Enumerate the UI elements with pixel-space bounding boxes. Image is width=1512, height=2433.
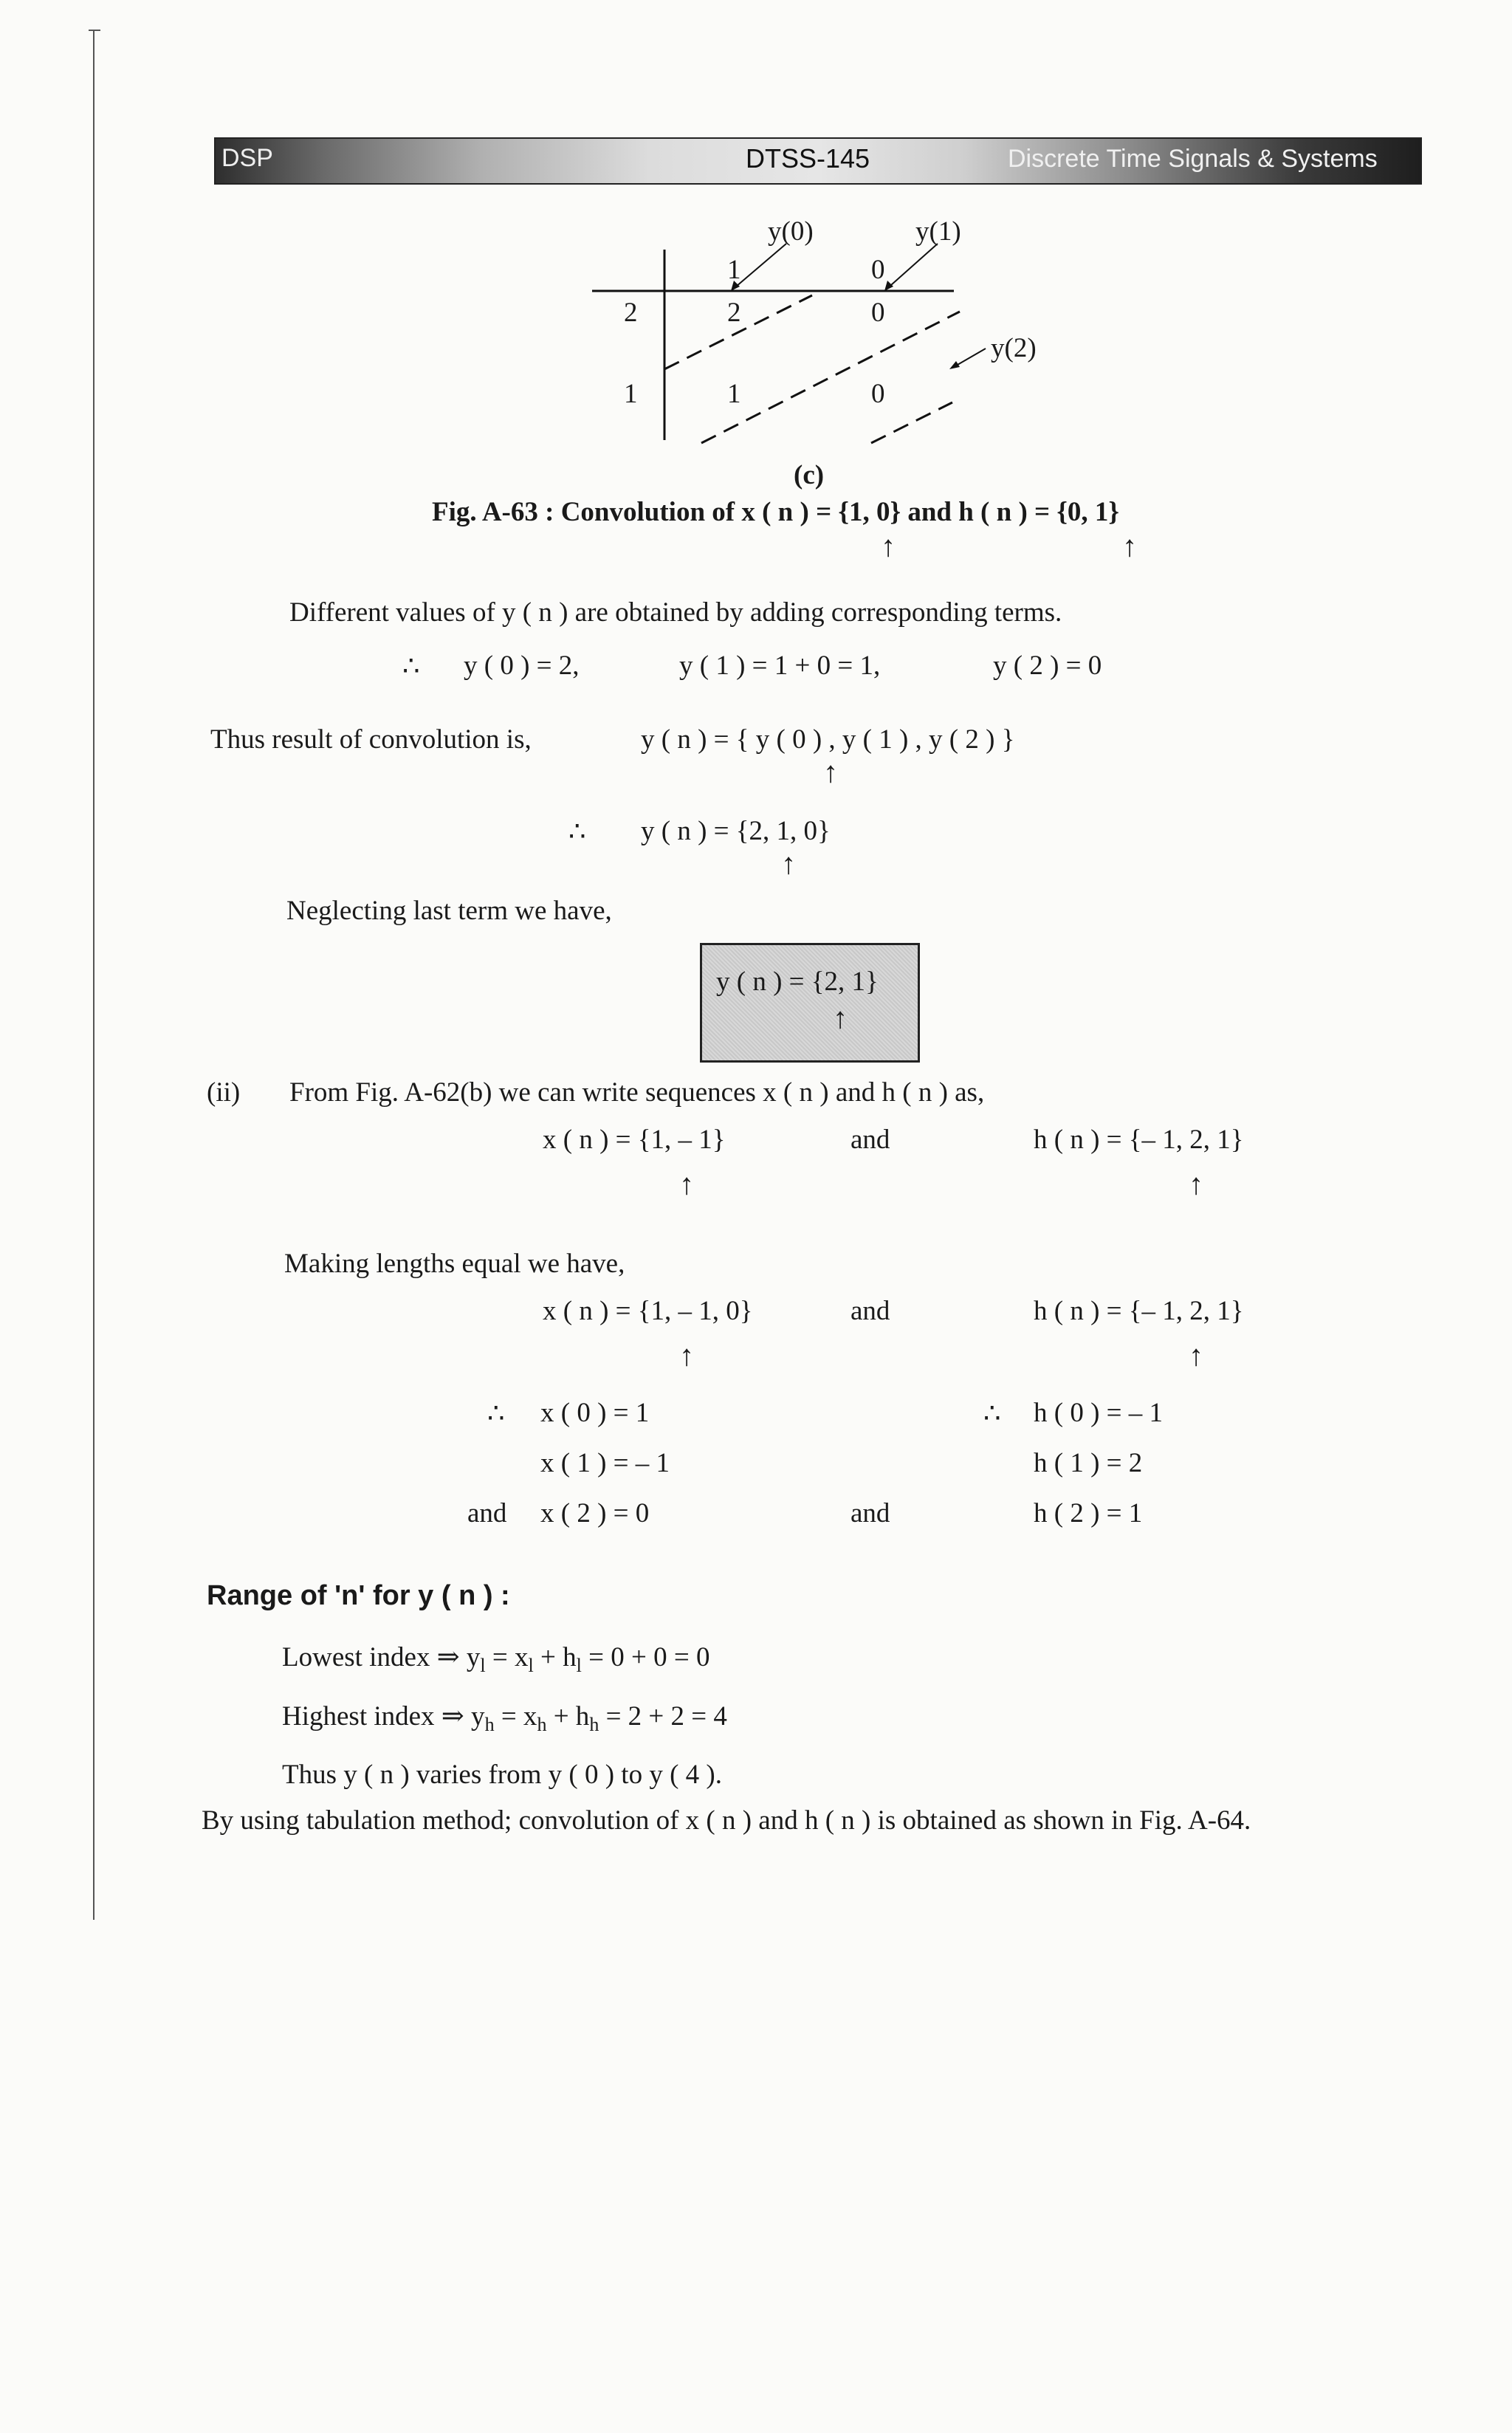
highest-index-result: = 2 + 2 = 4 (599, 1701, 727, 1732)
paragraph-lengths-equal: Making lengths equal we have, (284, 1249, 625, 1279)
arrow-hn-initial: ↑ (1189, 1167, 1203, 1201)
lowest-index-h-sub: l (576, 1655, 582, 1676)
scan-margin-tick (89, 30, 100, 31)
figure-sublabel: (c) (794, 460, 825, 490)
lowest-index-text: Lowest index ⇒ y (282, 1642, 481, 1672)
highest-index-x-sub: h (537, 1714, 547, 1735)
label-y0: y(0) (768, 216, 814, 247)
highest-index-h-sub: h (589, 1714, 599, 1735)
therefore-symbol-2: ∴ (568, 817, 586, 847)
arrow-result-values: ↑ (781, 847, 796, 880)
header-page-number: DTSS-145 (746, 143, 870, 174)
row-header-0: 2 (624, 298, 638, 328)
xn-padded: x ( n ) = {1, – 1, 0} (543, 1296, 753, 1326)
and-1: and (850, 1125, 890, 1155)
highest-index-h: + h (546, 1701, 590, 1732)
result-label: Thus result of convolution is, (210, 724, 532, 755)
part-ii-label: (ii) (207, 1077, 241, 1108)
cell-r2-c1: 0 (871, 379, 885, 409)
paragraph-neglecting: Neglecting last term we have, (286, 896, 612, 926)
arrow-xn-padded: ↑ (679, 1339, 694, 1372)
arrow-hn-padded: ↑ (1189, 1339, 1203, 1372)
arrow-xn-initial: ↑ (679, 1167, 694, 1201)
highest-index-line (282, 1700, 727, 1736)
lowest-index-result: = 0 + 0 = 0 (581, 1642, 710, 1672)
scan-margin-line (93, 30, 94, 1920)
lowest-index-x-sub: l (528, 1655, 534, 1676)
equation-y1: y ( 1 ) = 1 + 0 = 1, (679, 651, 881, 681)
label-y2: y(2) (991, 333, 1037, 363)
arrow-boxed: ↑ (833, 1001, 848, 1034)
result-equation: y ( n ) = { y ( 0 ) , y ( 1 ) , y ( 2 ) } (641, 724, 1015, 755)
hn-padded: h ( n ) = {– 1, 2, 1} (1034, 1296, 1244, 1326)
header-book-code: DSP (221, 144, 273, 172)
paragraph-varies: Thus y ( n ) varies from y ( 0 ) to y ( 4 ). (282, 1760, 722, 1790)
col-header-1: 0 (871, 255, 885, 285)
result-values: y ( n ) = {2, 1, 0} (641, 816, 831, 846)
highest-index-sub: h (484, 1714, 495, 1735)
label-y1: y(1) (915, 216, 961, 247)
therefore-x: ∴ (487, 1399, 505, 1429)
and-2: and (850, 1296, 890, 1326)
h2-value: h ( 2 ) = 1 (1034, 1498, 1143, 1528)
paragraph-adding-terms: Different values of y ( n ) are obtained by adding corresponding terms. (289, 597, 1062, 628)
lowest-index-x: = x (485, 1642, 529, 1672)
xn-initial: x ( n ) = {1, – 1} (543, 1125, 726, 1155)
section-heading-range: Range of 'n' for y ( n ) : (207, 1580, 510, 1611)
x0-value: x ( 0 ) = 1 (540, 1398, 650, 1428)
cell-r1-c1: 0 (871, 298, 885, 328)
paragraph-tabulation: By using tabulation method; convolution of x ( n ) and h ( n ) is obtained as shown in Fig. A-64. (202, 1805, 1251, 1836)
col-header-0: 1 (727, 255, 741, 285)
pointer-y2-head (949, 361, 960, 369)
arrow-h0: ↑ (1122, 529, 1137, 563)
lowest-index-h: + h (533, 1642, 577, 1672)
equation-y0: y ( 0 ) = 2, (464, 651, 580, 681)
boxed-result (700, 943, 920, 1063)
therefore-symbol: ∴ (402, 651, 420, 682)
header-chapter-title: Discrete Time Signals & Systems (1008, 145, 1378, 173)
and-4: and (850, 1498, 890, 1528)
cell-r2-c0: 1 (727, 379, 741, 409)
pointer-y1-head (884, 281, 893, 291)
therefore-h: ∴ (983, 1399, 1001, 1429)
equation-y2: y ( 2 ) = 0 (993, 651, 1102, 681)
figure-caption: Fig. A-63 : Convolution of x ( n ) = {1, 0} and h ( n ) = {0, 1} (432, 497, 1120, 527)
row-header-1: 1 (624, 379, 638, 409)
lowest-index-sub: l (480, 1655, 486, 1676)
and-3: and (467, 1498, 507, 1528)
cell-r1-c0: 2 (727, 298, 741, 328)
part-ii-text: From Fig. A-62(b) we can write sequences x ( n ) and h ( n ) as, (289, 1077, 985, 1108)
h1-value: h ( 1 ) = 2 (1034, 1448, 1143, 1478)
arrow-result: ↑ (823, 755, 838, 789)
lowest-index-line (282, 1641, 709, 1677)
highest-index-x: = x (494, 1701, 537, 1732)
highest-index-text: Highest index ⇒ y (282, 1701, 485, 1732)
boxed-result-text: y ( n ) = {2, 1} (716, 967, 879, 997)
arrow-x0: ↑ (881, 529, 896, 563)
hn-initial: h ( n ) = {– 1, 2, 1} (1034, 1125, 1244, 1155)
x1-value: x ( 1 ) = – 1 (540, 1448, 670, 1478)
h0-value: h ( 0 ) = – 1 (1034, 1398, 1164, 1428)
x2-value: x ( 2 ) = 0 (540, 1498, 650, 1528)
pointer-y1 (884, 244, 938, 291)
